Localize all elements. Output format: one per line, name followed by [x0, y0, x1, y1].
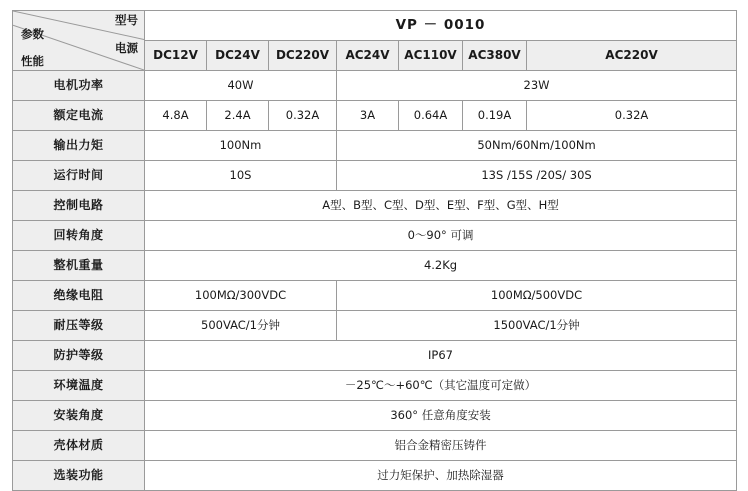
row-value: 500VAC/1分钟 [145, 311, 337, 341]
table-row [13, 311, 737, 341]
header-row-model [13, 11, 737, 41]
row-label: 耐压等级 [13, 311, 145, 341]
row-label: 选装功能 [13, 461, 145, 491]
voltage-header-ac110v: AC110V [399, 41, 463, 71]
row-value: 2.4A [207, 101, 269, 131]
table-row [13, 461, 737, 491]
voltage-header-ac24v: AC24V [337, 41, 399, 71]
row-label: 安装角度 [13, 401, 145, 431]
row-value: 0.32A [269, 101, 337, 131]
row-value: 13S /15S /20S/ 30S [337, 161, 737, 191]
row-value: －25℃～+60℃（其它温度可定做） [145, 371, 737, 401]
table-row [13, 71, 737, 101]
table-body [13, 11, 737, 71]
row-value: 铝合金精密压铸件 [145, 431, 737, 461]
row-label: 输出力矩 [13, 131, 145, 161]
table-row [13, 161, 737, 191]
row-value: A型、B型、C型、D型、E型、F型、G型、H型 [145, 191, 737, 221]
row-value: 10S [145, 161, 337, 191]
row-value: 4.8A [145, 101, 207, 131]
row-label: 额定电流 [13, 101, 145, 131]
table-row [13, 281, 737, 311]
row-value: 23W [337, 71, 737, 101]
row-label: 回转角度 [13, 221, 145, 251]
voltage-header-ac220v: AC220V [527, 41, 737, 71]
row-label: 绝缘电阻 [13, 281, 145, 311]
row-value: 1500VAC/1分钟 [337, 311, 737, 341]
table-row [13, 401, 737, 431]
row-value: 100MΩ/500VDC [337, 281, 737, 311]
row-value: 100Nm [145, 131, 337, 161]
row-label: 整机重量 [13, 251, 145, 281]
corner-param-label: 参数 [21, 27, 44, 41]
row-value: IP67 [145, 341, 737, 371]
row-label: 防护等级 [13, 341, 145, 371]
table-row [13, 221, 737, 251]
row-value: 0.19A [463, 101, 527, 131]
row-value: 50Nm/60Nm/100Nm [337, 131, 737, 161]
table-row [13, 371, 737, 401]
table-row [13, 101, 737, 131]
row-value: 3A [337, 101, 399, 131]
row-label: 环境温度 [13, 371, 145, 401]
row-label: 电机功率 [13, 71, 145, 101]
row-label: 控制电路 [13, 191, 145, 221]
row-value: 360° 任意角度安装 [145, 401, 737, 431]
table-row [13, 341, 737, 371]
table-row [13, 131, 737, 161]
row-value: 40W [145, 71, 337, 101]
row-label: 壳体材质 [13, 431, 145, 461]
corner-header-cell [13, 11, 145, 71]
voltage-header-dc24v: DC24V [207, 41, 269, 71]
specification-table [12, 10, 737, 491]
row-value: 100MΩ/300VDC [145, 281, 337, 311]
row-value: 过力矩保护、加热除湿器 [145, 461, 737, 491]
voltage-header-dc12v: DC12V [145, 41, 207, 71]
corner-model-label: 型号 [115, 13, 138, 27]
corner-power-label: 电源 [115, 41, 138, 55]
table-row [13, 251, 737, 281]
table-row [13, 191, 737, 221]
row-value: 0～90° 可调 [145, 221, 737, 251]
row-label: 运行时间 [13, 161, 145, 191]
model-title-cell: VP － 0010 [145, 11, 737, 41]
voltage-header-ac380v: AC380V [463, 41, 527, 71]
row-value: 0.64A [399, 101, 463, 131]
row-value: 0.32A [527, 101, 737, 131]
spec-rows [13, 71, 737, 491]
corner-perf-label: 性能 [21, 53, 44, 68]
table-row [13, 431, 737, 461]
voltage-header-dc220v: DC220V [269, 41, 337, 71]
row-value: 4.2Kg [145, 251, 737, 281]
